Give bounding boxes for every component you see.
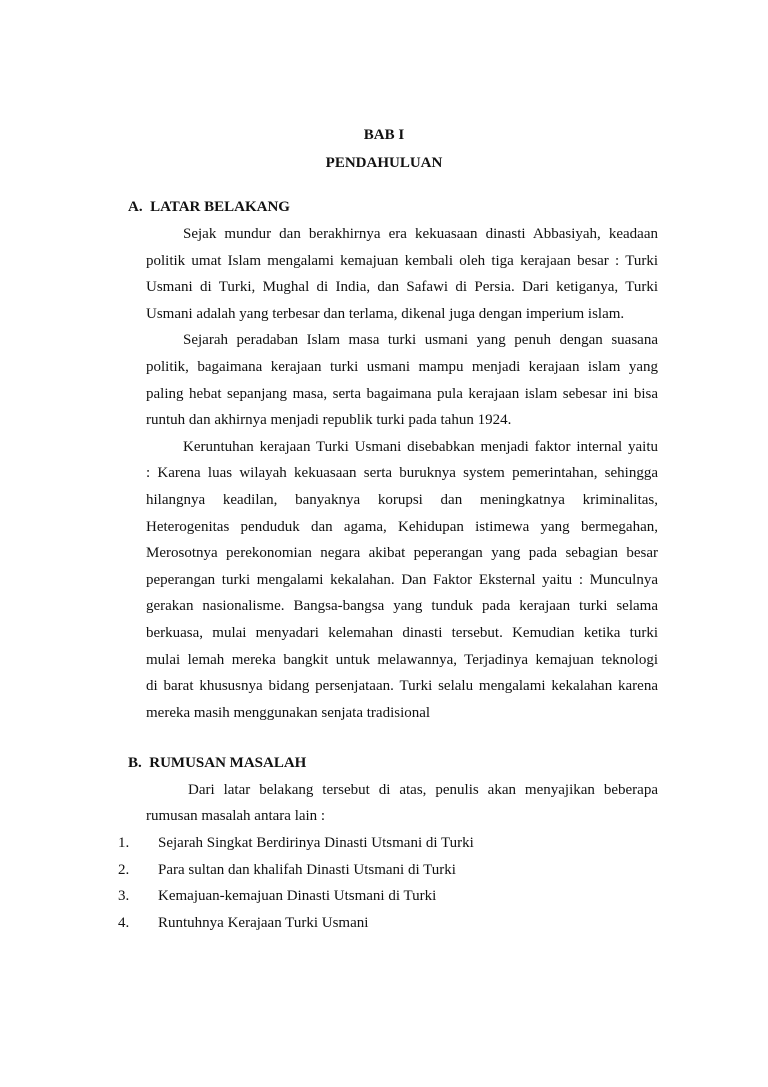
paragraph-line: politik, bagaimana kerajaan turki usmani mampu menjadi kerajaan islam yang <box>146 359 658 375</box>
paragraph-line: paling hebat sepanjang masa, serta bagaimana pula kerajaan islam sebesar ini bisa <box>146 386 658 402</box>
paragraph-line: di barat khususnya bidang persenjataan. Turki selalu mengalami kekalahan karena <box>146 678 658 694</box>
paragraph-line: Usmani adalah yang terbesar dan terlama, dikenal juga dengan imperium islam. <box>146 306 625 322</box>
list-item: Kemajuan-kemajuan Dinasti Utsmani di Turki <box>158 888 437 904</box>
list-item: Runtuhnya Kerajaan Turki Usmani <box>158 915 369 931</box>
paragraph-line: runtuh dan akhirnya menjadi republik turki pada tahun 1924. <box>146 412 512 428</box>
list-item-number: 3. <box>118 888 130 904</box>
paragraph-line: Sejak mundur dan berakhirnya era kekuasaan dinasti Abbasiyah, keadaan <box>183 226 658 242</box>
paragraph-line: Usmani di Turki, Mughal di India, dan Safawi di Persia. Dari ketiganya, Turki <box>146 279 658 295</box>
section-a-heading: A. LATAR BELAKANG <box>128 199 290 215</box>
paragraph-line: Dari latar belakang tersebut di atas, penulis akan menyajikan beberapa <box>188 782 658 798</box>
list-item-number: 1. <box>118 835 130 851</box>
paragraph-line: Merosotnya perekonomian negara akibat peperangan yang pada sebagian besar <box>146 545 658 561</box>
paragraph-line: mulai lemah mereka bangkit untuk melawannya, Terjadinya kemajuan teknologi <box>146 652 658 668</box>
chapter-number: BAB I <box>363 127 405 143</box>
list-item: Sejarah Singkat Berdirinya Dinasti Utsmani di Turki <box>158 835 474 851</box>
list-item-number: 2. <box>118 862 130 878</box>
paragraph-line: gerakan nasionalisme. Bangsa-bangsa yang tunduk pada kerajaan turki selama <box>146 598 658 614</box>
paragraph-line: : Karena luas wilayah kekuasaan serta buruknya system pemerintahan, sehingga <box>146 465 658 481</box>
paragraph-line: berkuasa, mulai menyadari kelemahan dinasti tersebut. Kemudian ketika turki <box>146 625 658 641</box>
list-item: Para sultan dan khalifah Dinasti Utsmani di Turki <box>158 862 456 878</box>
chapter-title: PENDAHULUAN <box>325 155 443 171</box>
paragraph-line: rumusan masalah antara lain : <box>146 808 326 824</box>
paragraph-line: Sejarah peradaban Islam masa turki usmani yang penuh dengan suasana <box>183 332 658 348</box>
paragraph-line: Keruntuhan kerajaan Turki Usmani disebabkan menjadi faktor internal yaitu <box>183 439 658 455</box>
paragraph-line: mereka masih menggunakan senjata tradisional <box>146 705 431 721</box>
paragraph-line: peperangan turki mengalami kekalahan. Dan Faktor Eksternal yaitu : Munculnya <box>146 572 658 588</box>
paragraph-line: hilangnya keadilan, banyaknya korupsi dan meningkatnya kriminalitas, <box>146 492 658 508</box>
list-item-number: 4. <box>118 915 130 931</box>
section-b-heading: B. RUMUSAN MASALAH <box>128 755 307 771</box>
paragraph-line: politik umat Islam mengalami kemajuan kembali oleh tiga kerajaan besar : Turki <box>146 253 658 269</box>
paragraph-line: Heterogenitas penduduk dan agama, Kehidupan istimewa yang bermegahan, <box>146 519 658 535</box>
